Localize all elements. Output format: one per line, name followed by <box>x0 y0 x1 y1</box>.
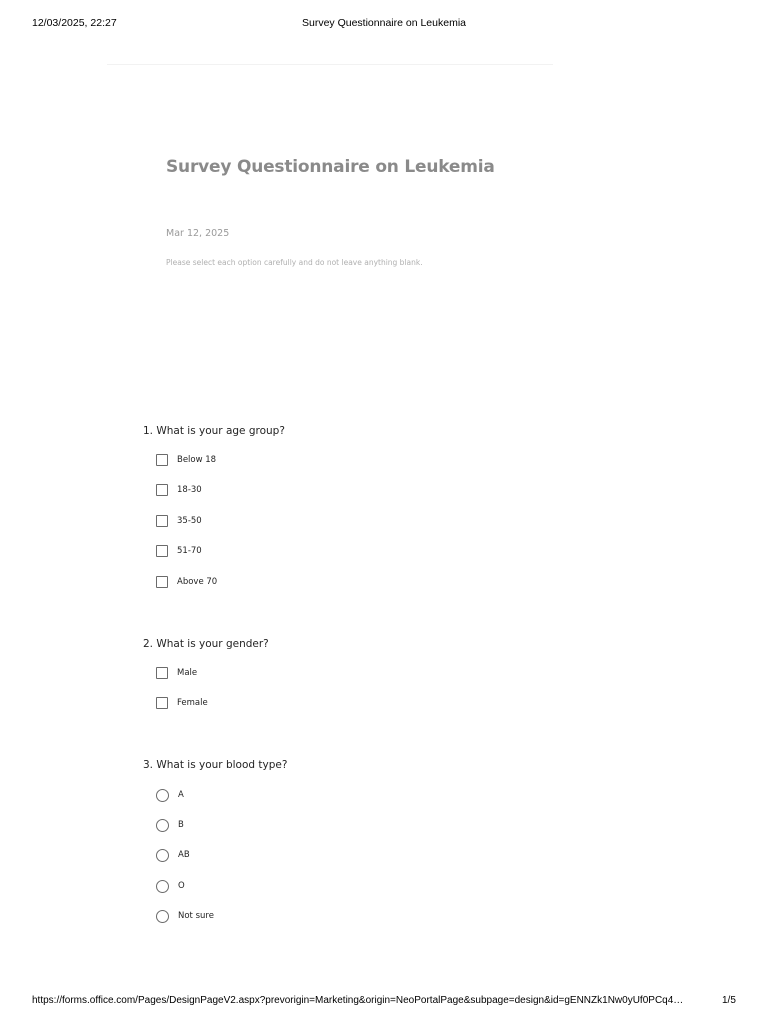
print-datetime: 12/03/2025, 22:27 <box>32 17 117 29</box>
option-label: Female <box>177 698 208 708</box>
radio-icon[interactable] <box>156 849 169 862</box>
print-page-number: 1/5 <box>722 995 736 1006</box>
checkbox-option-male[interactable] <box>156 666 356 680</box>
checkbox-icon[interactable] <box>156 576 168 588</box>
radio-option-a[interactable] <box>156 788 356 802</box>
option-label: B <box>178 820 184 830</box>
radio-option-not-sure[interactable] <box>156 909 356 923</box>
option-label: 18-30 <box>177 485 202 495</box>
header-divider <box>107 64 553 65</box>
radio-option-b[interactable] <box>156 818 356 832</box>
radio-icon[interactable] <box>156 910 169 923</box>
radio-icon[interactable] <box>156 789 169 802</box>
checkbox-icon[interactable] <box>156 484 168 496</box>
radio-option-o[interactable] <box>156 879 356 893</box>
print-footer-url: https://forms.office.com/Pages/DesignPageV2.aspx?prevorigin=Marketing&origin=NeoPortalPage&subpage=design&id=gENNZk1Nw0yUf0PCq4… <box>32 995 684 1006</box>
checkbox-icon[interactable] <box>156 545 168 557</box>
radio-option-ab[interactable] <box>156 848 356 862</box>
checkbox-icon[interactable] <box>156 515 168 527</box>
checkbox-option-35-50[interactable] <box>156 514 356 528</box>
option-label: 35-50 <box>177 516 202 526</box>
checkbox-option-female[interactable] <box>156 696 356 710</box>
checkbox-icon[interactable] <box>156 667 168 679</box>
question-title: 1. What is your age group? <box>143 425 285 437</box>
option-label: Below 18 <box>177 455 217 465</box>
option-label: Above 70 <box>177 577 218 587</box>
option-label: Male <box>177 668 198 678</box>
option-label: Not sure <box>178 911 214 921</box>
checkbox-icon[interactable] <box>156 697 168 709</box>
radio-icon[interactable] <box>156 819 169 832</box>
option-label: O <box>178 881 185 891</box>
checkbox-option-below-18[interactable] <box>156 453 356 467</box>
checkbox-option-18-30[interactable] <box>156 483 356 497</box>
form-description: Please select each option carefully and do not leave anything blank. <box>166 258 423 267</box>
form-title: Survey Questionnaire on Leukemia <box>166 157 495 177</box>
radio-icon[interactable] <box>156 880 169 893</box>
print-footer <box>0 995 768 1009</box>
option-label: 51-70 <box>177 546 202 556</box>
question-title: 2. What is your gender? <box>143 638 269 650</box>
checkbox-icon[interactable] <box>156 454 168 466</box>
question-title: 3. What is your blood type? <box>143 759 288 771</box>
checkbox-option-51-70[interactable] <box>156 544 356 558</box>
print-document-title: Survey Questionnaire on Leukemia <box>301 17 466 29</box>
option-label: A <box>178 790 184 800</box>
print-header <box>0 17 768 31</box>
form-date: Mar 12, 2025 <box>166 228 230 239</box>
checkbox-option-above-70[interactable] <box>156 575 356 589</box>
option-label: AB <box>178 850 190 860</box>
